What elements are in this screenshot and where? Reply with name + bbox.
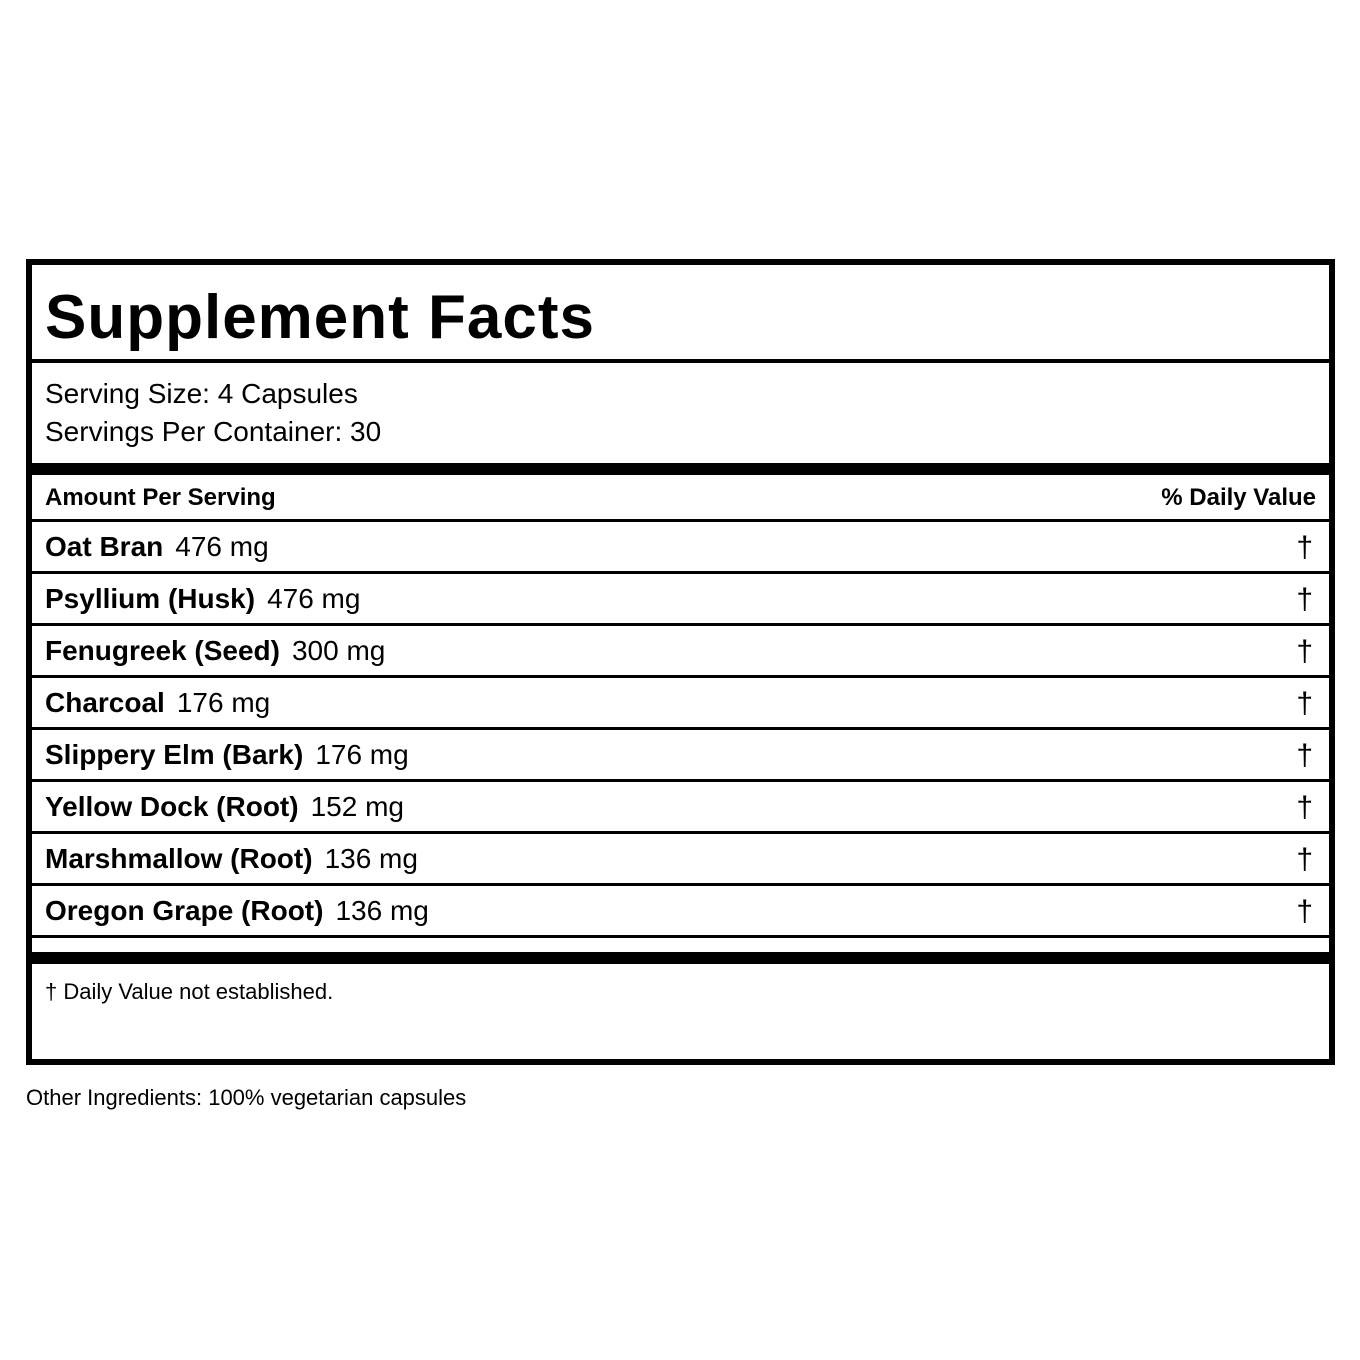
serving-info — [32, 363, 1329, 463]
amount-per-serving-label: Amount Per Serving — [45, 484, 276, 511]
ingredient-name: Marshmallow (Root) — [45, 843, 313, 874]
ingredient-daily-value: † — [1296, 687, 1313, 720]
thick-divider-top — [32, 463, 1329, 475]
ingredient-daily-value: † — [1296, 791, 1313, 824]
ingredient-amount: 136 mg — [324, 843, 418, 874]
ingredient-amount: 476 mg — [175, 531, 269, 562]
ingredient-name: Fenugreek (Seed) — [45, 635, 280, 666]
serving-size: Serving Size: 4 Capsules — [45, 378, 358, 409]
ingredient-amount: 476 mg — [267, 583, 361, 614]
title-block — [32, 265, 1329, 363]
ingredient-amount: 136 mg — [335, 895, 429, 926]
ingredient-daily-value: † — [1296, 843, 1313, 876]
ingredient-name: Charcoal — [45, 687, 165, 718]
column-header-row — [32, 475, 1329, 522]
ingredient-amount: 176 mg — [176, 687, 271, 718]
ingredient-row — [32, 522, 1329, 574]
ingredient-daily-value: † — [1296, 531, 1313, 564]
ingredient-amount: 152 mg — [310, 791, 404, 822]
ingredient-row — [32, 730, 1329, 782]
ingredient-name: Yellow Dock (Root) — [45, 791, 299, 822]
supplement-facts-panel — [26, 259, 1335, 1065]
daily-value-label: % Daily Value — [1161, 484, 1316, 511]
ingredient-row — [32, 626, 1329, 678]
ingredient-row — [32, 782, 1329, 834]
ingredient-daily-value: † — [1296, 895, 1313, 928]
ingredient-name: Oat Bran — [45, 531, 164, 562]
ingredient-amount: 176 mg — [315, 739, 409, 770]
ingredient-daily-value: † — [1296, 739, 1313, 772]
servings-per-container: Servings Per Container: 30 — [45, 416, 382, 447]
ingredient-amount: 300 mg — [291, 635, 386, 666]
other-ingredients: Other Ingredients: 100% vegetarian capsules — [26, 1085, 467, 1110]
ingredient-daily-value: † — [1296, 635, 1313, 668]
ingredient-name: Oregon Grape (Root) — [45, 895, 324, 926]
ingredient-row — [32, 834, 1329, 886]
ingredient-name: Psyllium (Husk) — [45, 583, 256, 614]
ingredient-row — [32, 678, 1329, 730]
thick-divider-bottom — [32, 952, 1329, 964]
panel-title: Supplement Facts — [45, 283, 595, 352]
ingredient-row — [32, 574, 1329, 626]
daily-value-footnote: † Daily Value not established. — [45, 979, 334, 1004]
ingredient-name: Slippery Elm (Bark) — [45, 739, 304, 770]
ingredient-daily-value: † — [1296, 583, 1313, 616]
ingredient-row — [32, 886, 1329, 938]
